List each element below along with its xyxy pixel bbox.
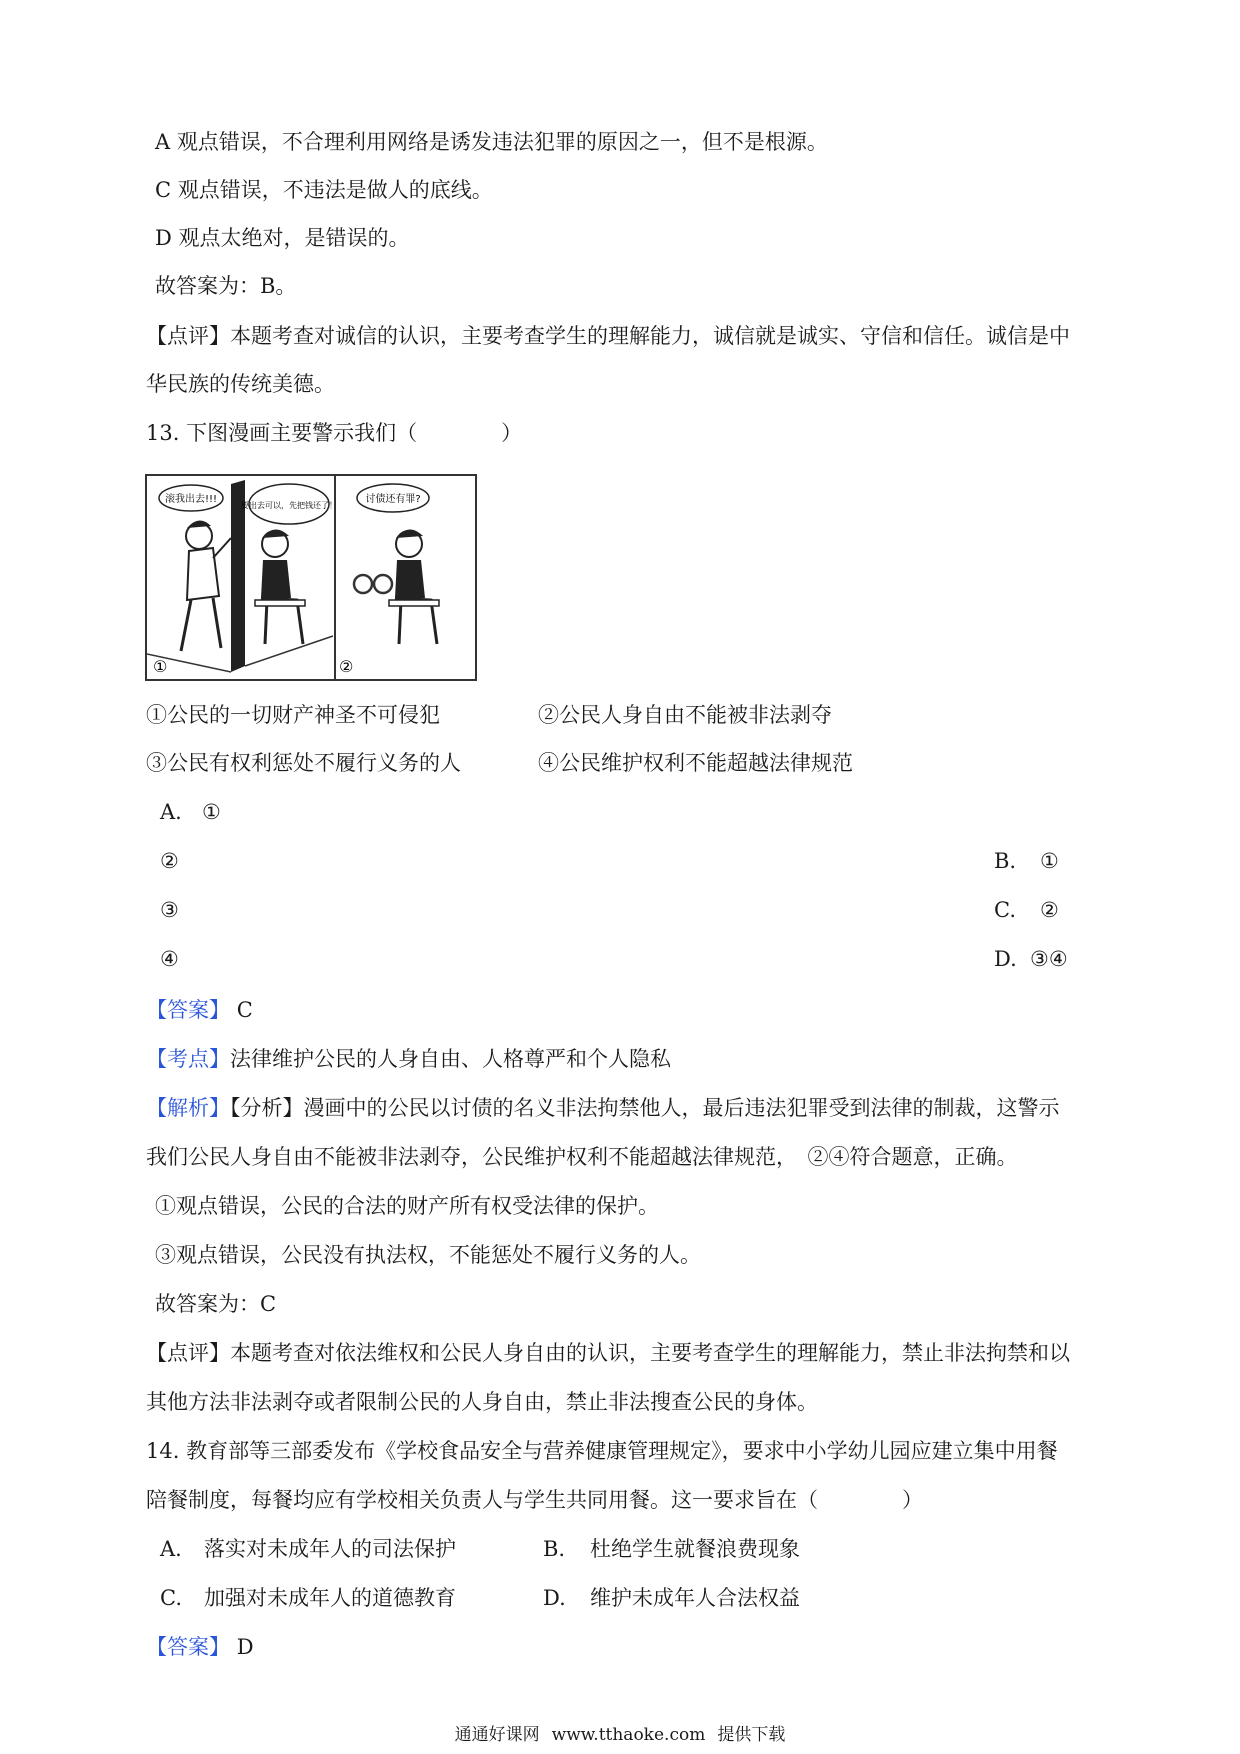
analysis-c: C 观点错误，不违法是做人的底线。: [155, 178, 493, 202]
q13-comment-cont: 其他方法非法剥夺或者限制公民的人身自由，禁止非法搜查公民的身体。: [146, 1390, 818, 1414]
comment-tag: 【点评】: [146, 324, 230, 348]
footer-site-name: 通通好课网: [454, 1725, 540, 1745]
option-c-value: ②: [1040, 898, 1059, 922]
jiexi-tag: 【解析】: [146, 1096, 230, 1120]
option-b-value: ①: [1040, 849, 1059, 873]
option-d-value: ③④: [1030, 947, 1068, 971]
option-a-label: A.: [160, 800, 182, 824]
answer-value: D: [236, 1635, 254, 1659]
q14-option-c-label: C.: [160, 1586, 182, 1610]
option-c-label: C.: [994, 898, 1016, 922]
q14-option-c-text: 加强对未成年人的道德教育: [204, 1586, 456, 1610]
option-left-2: ②: [160, 849, 179, 873]
q13-jiexi-row: [146, 1094, 1106, 1122]
answer-value: C: [236, 998, 253, 1022]
q14-option-b-label: B.: [543, 1537, 566, 1561]
jiexi-text-cont: 我们公民人身自由不能被非法剥夺，公民维护权利不能超越法律规范， ②④符合题意，正确。: [146, 1145, 1018, 1169]
footer-note: 提供下载: [717, 1725, 786, 1745]
option-d-label: D.: [994, 947, 1017, 971]
option-left-4: ④: [160, 947, 179, 971]
panel-1-number: ①: [153, 657, 168, 676]
answer-line: 故答案为：B。: [155, 274, 297, 298]
jiexi-text: 【分析】漫画中的公民以讨债的名义非法拘禁他人，最后违法犯罪受到法律的制裁，这警示: [230, 1096, 1060, 1120]
bubble-3-text: 讨债还有罪?: [365, 494, 421, 505]
comment-text: 本题考查对诚信的认识，主要考查学生的理解能力，诚信就是诚实、守信和信任。诚信是中: [230, 324, 1070, 348]
statement-4: ④公民维护权利不能超越法律规范: [538, 751, 853, 775]
page-footer: [0, 1724, 1240, 1746]
option-b-label: B.: [994, 849, 1017, 873]
answer-tag: 【答案】: [146, 1635, 230, 1659]
q14-option-a-label: A.: [160, 1537, 182, 1561]
q14-option-a-text: 落实对未成年人的司法保护: [204, 1537, 456, 1561]
option-a-value: ①: [202, 800, 221, 824]
comment-text: 本题考查对依法维权和公民人身自由的认识，主要考查学生的理解能力，禁止非法拘禁和以: [230, 1341, 1070, 1365]
comment-paragraph: [146, 322, 1106, 350]
q14-option-d-label: D.: [543, 1586, 566, 1610]
q13-final-answer: 故答案为：C: [155, 1292, 277, 1316]
analysis-d: D 观点太绝对，是错误的。: [155, 226, 410, 250]
question-13-stem: 13. 下图漫画主要警示我们（ ）: [146, 421, 523, 445]
q13-answer-row: [146, 996, 1106, 1024]
footer-url[interactable]: www.tthaoke.com: [551, 1725, 706, 1745]
panel-2-number: ②: [339, 657, 354, 676]
question-14-stem: 14. 教育部等三部委发布《学校食品安全与营养健康管理规定》，要求中小学幼儿园应建立集中用餐: [146, 1439, 1058, 1463]
question-14-stem-cont: 陪餐制度，每餐均应有学校相关负责人与学生共同用餐。这一要求旨在（ ）: [146, 1488, 923, 1512]
q13-comment-row: [146, 1339, 1106, 1367]
option-left-3: ③: [160, 898, 179, 922]
q13-kaodian-row: [146, 1045, 1106, 1073]
q14-option-b-text: 杜绝学生就餐浪费现象: [590, 1537, 800, 1561]
kaodian-tag: 【考点】: [146, 1047, 230, 1071]
statement-1: ①公民的一切财产神圣不可侵犯: [146, 703, 440, 727]
statement-2: ②公民人身自由不能被非法剥夺: [538, 703, 832, 727]
bubble-1-text: 滚我出去!!!: [164, 494, 218, 505]
cartoon-illustration: [147, 476, 475, 679]
answer-tag: 【答案】: [146, 998, 230, 1022]
comment-text-cont: 华民族的传统美德。: [146, 372, 335, 396]
comment-tag: 【点评】: [146, 1341, 230, 1365]
q14-option-d-text: 维护未成年人合法权益: [590, 1586, 800, 1610]
kaodian-text: 法律维护公民的人身自由、人格尊严和个人隐私: [230, 1047, 671, 1071]
analysis-a: A 观点错误，不合理利用网络是诱发违法犯罪的原因之一，但不是根源。: [155, 130, 828, 154]
question-13-cartoon: [145, 474, 477, 681]
error-statement-3: ③观点错误，公民没有执法权，不能惩处不履行义务的人。: [155, 1243, 701, 1267]
bubble-2-text: 要出去可以，先把钱还了！: [241, 501, 337, 510]
error-statement-1: ①观点错误，公民的合法的财产所有权受法律的保护。: [155, 1194, 659, 1218]
statement-3: ③公民有权利惩处不履行义务的人: [146, 751, 461, 775]
q14-answer-row: [146, 1633, 1106, 1661]
